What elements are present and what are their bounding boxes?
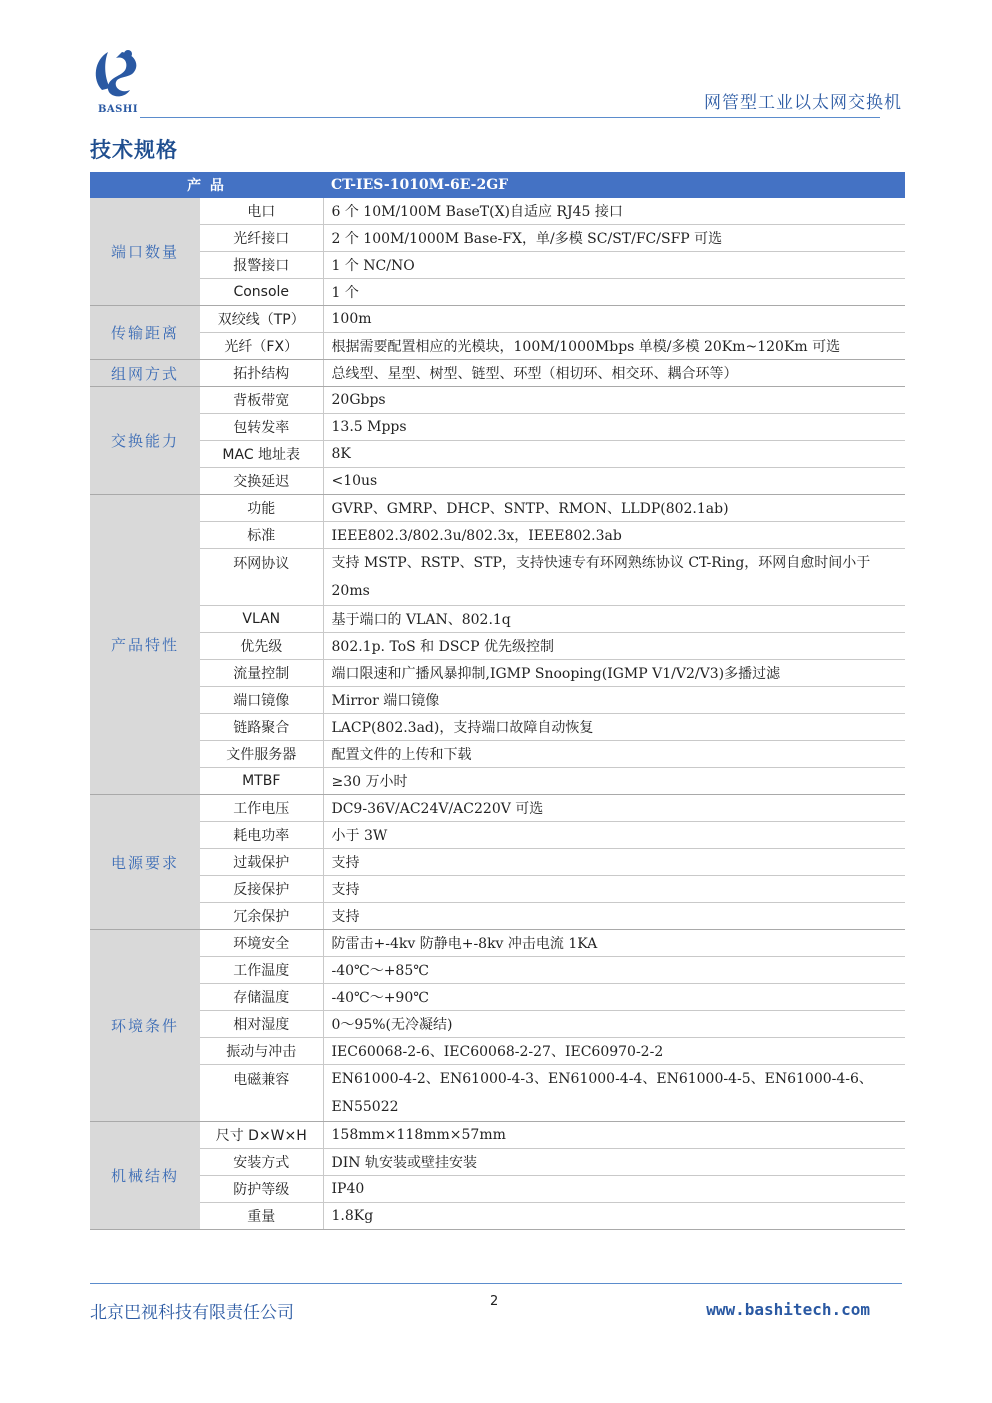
spec-label: 报警接口 xyxy=(200,252,323,279)
category-cell: 组网方式 xyxy=(90,360,200,387)
table-row xyxy=(90,1011,905,1038)
table-row xyxy=(90,957,905,984)
table-row xyxy=(90,1176,905,1203)
spec-label: 拓扑结构 xyxy=(200,360,323,387)
spec-label: 重量 xyxy=(200,1203,323,1230)
section-title: 技术规格 xyxy=(90,138,178,162)
table-row xyxy=(90,1149,905,1176)
table-row xyxy=(90,495,905,522)
table-row xyxy=(90,549,905,606)
table-row xyxy=(90,441,905,468)
spec-label: 耗电功率 xyxy=(200,822,323,849)
spec-label: 链路聚合 xyxy=(200,714,323,741)
spec-label: 优先级 xyxy=(200,633,323,660)
spec-label: 背板带宽 xyxy=(200,387,323,414)
spec-value: 小于 3W xyxy=(323,822,905,849)
spec-label: 光纤接口 xyxy=(200,225,323,252)
spec-label: 流量控制 xyxy=(200,660,323,687)
spec-label: 电磁兼容 xyxy=(200,1065,323,1122)
spec-value: 6 个 10M/100M BaseT(X)自适应 RJ45 接口 xyxy=(323,198,905,225)
spec-label: 电口 xyxy=(200,198,323,225)
category-cell: 环境条件 xyxy=(90,930,200,1122)
table-row xyxy=(90,1038,905,1065)
spec-value: 基于端口的 VLAN、802.1q xyxy=(323,606,905,633)
footer-url: www.bashitech.com xyxy=(706,1300,870,1319)
table-row xyxy=(90,795,905,822)
spec-label: 过载保护 xyxy=(200,849,323,876)
spec-value: 端口限速和广播风暴抑制,IGMP Snooping(IGMP V1/V2/V3)多播过滤 xyxy=(323,660,905,687)
bashi-logo-icon xyxy=(88,46,144,102)
spec-table xyxy=(90,172,905,1230)
spec-value: IP40 xyxy=(323,1176,905,1203)
spec-value: 支持 xyxy=(323,903,905,930)
spec-value: 支持 xyxy=(323,849,905,876)
spec-label: 包转发率 xyxy=(200,414,323,441)
spec-label: 工作电压 xyxy=(200,795,323,822)
table-row xyxy=(90,522,905,549)
spec-label: MAC 地址表 xyxy=(200,441,323,468)
category-cell: 电源要求 xyxy=(90,795,200,930)
spec-label: 振动与冲击 xyxy=(200,1038,323,1065)
spec-value: EN61000-4-2、EN61000-4-3、EN61000-4-4、EN61000-4-5、EN61000-4-6、EN55022 xyxy=(323,1065,905,1122)
table-row xyxy=(90,279,905,306)
spec-value: ≥30 万小时 xyxy=(323,768,905,795)
spec-value: 2 个 100M/1000M Base-FX，单/多模 SC/ST/FC/SFP 可选 xyxy=(323,225,905,252)
spec-value: Mirror 端口镜像 xyxy=(323,687,905,714)
table-row xyxy=(90,930,905,957)
spec-value: 防雷击+-4kv 防静电+-8kv 冲击电流 1KA xyxy=(323,930,905,957)
table-row xyxy=(90,1065,905,1122)
table-row xyxy=(90,687,905,714)
category-cell: 端口数量 xyxy=(90,198,200,306)
spec-value: 802.1p. ToS 和 DSCP 优先级控制 xyxy=(323,633,905,660)
category-cell: 传输距离 xyxy=(90,306,200,360)
spec-value: DC9-36V/AC24V/AC220V 可选 xyxy=(323,795,905,822)
spec-label: 存储温度 xyxy=(200,984,323,1011)
spec-label: 双绞线（TP） xyxy=(200,306,323,333)
table-row xyxy=(90,225,905,252)
spec-label: 光纤（FX） xyxy=(200,333,323,360)
spec-value: 支持 MSTP、RSTP、STP，支持快速专有环网熟练协议 CT-Ring，环网自愈时间小于 20ms xyxy=(323,549,905,606)
table-row xyxy=(90,714,905,741)
spec-value: -40℃～+85℃ xyxy=(323,957,905,984)
table-row xyxy=(90,387,905,414)
table-row xyxy=(90,822,905,849)
spec-label: 防护等级 xyxy=(200,1176,323,1203)
spec-label: 功能 xyxy=(200,495,323,522)
spec-value: 13.5 Mpps xyxy=(323,414,905,441)
spec-value: 支持 xyxy=(323,876,905,903)
spec-value: 20Gbps xyxy=(323,387,905,414)
spec-value: 配置文件的上传和下载 xyxy=(323,741,905,768)
spec-value: 8K xyxy=(323,441,905,468)
spec-value: LACP(802.3ad)，支持端口故障自动恢复 xyxy=(323,714,905,741)
spec-value: IEEE802.3/802.3u/802.3x，IEEE802.3ab xyxy=(323,522,905,549)
table-row xyxy=(90,660,905,687)
spec-label: 环境安全 xyxy=(200,930,323,957)
spec-label: 反接保护 xyxy=(200,876,323,903)
table-row xyxy=(90,198,905,225)
table-row xyxy=(90,849,905,876)
header-divider xyxy=(140,117,880,118)
table-row xyxy=(90,903,905,930)
table-row xyxy=(90,333,905,360)
spec-label: 文件服务器 xyxy=(200,741,323,768)
spec-label: 尺寸 D×W×H xyxy=(200,1122,323,1149)
table-row xyxy=(90,741,905,768)
spec-value: -40℃～+90℃ xyxy=(323,984,905,1011)
company-logo xyxy=(88,46,144,118)
spec-label: Console xyxy=(200,279,323,306)
table-row xyxy=(90,633,905,660)
table-row xyxy=(90,414,905,441)
spec-value: DIN 轨安装或壁挂安装 xyxy=(323,1149,905,1176)
spec-label: 环网协议 xyxy=(200,549,323,606)
table-row xyxy=(90,606,905,633)
table-row xyxy=(90,876,905,903)
spec-label: 标准 xyxy=(200,522,323,549)
logo-text: BASHI xyxy=(97,104,139,115)
category-cell: 机械结构 xyxy=(90,1122,200,1230)
spec-value: 0～95%(无冷凝结) xyxy=(323,1011,905,1038)
table-row xyxy=(90,1122,905,1149)
category-cell: 交换能力 xyxy=(90,387,200,495)
table-row xyxy=(90,984,905,1011)
header-product-model: CT-IES-1010M-6E-2GF xyxy=(323,172,905,198)
spec-value: GVRP、GMRP、DHCP、SNTP、RMON、LLDP(802.1ab) xyxy=(323,495,905,522)
spec-label: 相对湿度 xyxy=(200,1011,323,1038)
table-row xyxy=(90,768,905,795)
spec-value: IEC60068-2-6、IEC60068-2-27、IEC60970-2-2 xyxy=(323,1038,905,1065)
spec-value: 1 个 xyxy=(323,279,905,306)
spec-value: 根据需要配置相应的光模块，100M/1000Mbps 单模/多模 20Km~120Km 可选 xyxy=(323,333,905,360)
spec-value: 158mm×118mm×57mm xyxy=(323,1122,905,1149)
page-number: 2 xyxy=(490,1294,499,1309)
spec-value: 100m xyxy=(323,306,905,333)
spec-label: 安装方式 xyxy=(200,1149,323,1176)
table-row xyxy=(90,252,905,279)
table-row xyxy=(90,1203,905,1230)
document-header-title: 网管型工业以太网交换机 xyxy=(704,93,902,113)
spec-label: 工作温度 xyxy=(200,957,323,984)
spec-label: 端口镜像 xyxy=(200,687,323,714)
footer-company: 北京巴视科技有限责任公司 xyxy=(90,1303,294,1323)
spec-value: <10us xyxy=(323,468,905,495)
table-row xyxy=(90,468,905,495)
category-cell: 产品特性 xyxy=(90,495,200,795)
spec-value: 1 个 NC/NO xyxy=(323,252,905,279)
spec-value: 总线型、星型、树型、链型、环型（相切环、相交环、耦合环等） xyxy=(323,360,905,387)
table-header-row xyxy=(90,172,905,198)
footer-divider xyxy=(90,1283,902,1284)
header-product-label: 产 品 xyxy=(90,172,323,198)
spec-label: VLAN xyxy=(200,606,323,633)
table-row xyxy=(90,306,905,333)
spec-value: 1.8Kg xyxy=(323,1203,905,1230)
spec-label: 冗余保护 xyxy=(200,903,323,930)
table-row xyxy=(90,360,905,387)
spec-label: 交换延迟 xyxy=(200,468,323,495)
spec-label: MTBF xyxy=(200,768,323,795)
